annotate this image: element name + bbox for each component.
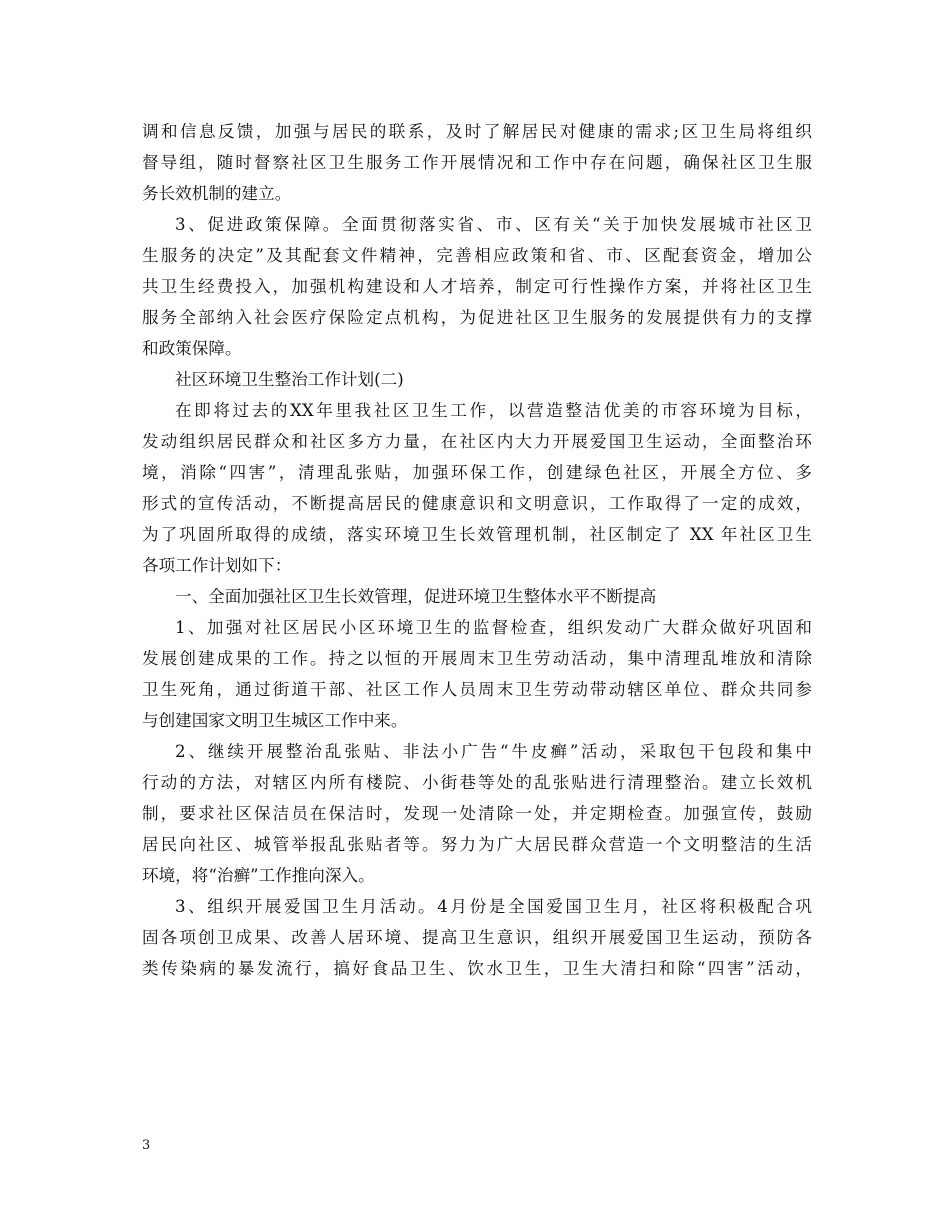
- text-line: 制，要求社区保洁员在保洁时，发现一处清除一处，并定期检查。加强宣传，鼓励: [142, 804, 812, 823]
- text-line: 调和信息反馈，加强与居民的联系，及时了解居民对健康的需求;区卫生局将组织: [142, 122, 812, 141]
- text-line: 3、促进政策保障。全面贯彻落实省、市、区有关“关于加快发展城市社区卫: [175, 215, 812, 234]
- text-line: 务长效机制的建立。: [142, 184, 292, 203]
- text-line: 生服务的决定”及其配套文件精神，完善相应政策和省、市、区配套资金，增加公: [142, 246, 812, 265]
- text-line: 2、继续开展整治乱张贴、非法小广告“牛皮癣”活动，采取包干包段和集中: [175, 742, 812, 761]
- text-line: 形式的宣传活动，不断提高居民的健康意识和文明意识，工作取得了一定的成效，: [142, 494, 812, 513]
- text-line: 类传染病的暴发流行，搞好食品卫生、饮水卫生，卫生大清扫和除“四害”活动，: [142, 959, 812, 978]
- text-line: 共卫生经费投入，加强机构建设和人才培养，制定可行性操作方案，并将社区卫生: [142, 277, 812, 296]
- text-line: 行动的方法，对辖区内所有楼院、小街巷等处的乱张贴进行清理整治。建立长效机: [142, 773, 812, 792]
- text-line: 固各项创卫成果、改善人居环境、提高卫生意识，组织开展爱国卫生运动，预防各: [142, 928, 812, 947]
- document-body: [142, 116, 812, 984]
- text-line: 发展创建成果的工作。持之以恒的开展周末卫生劳动活动，集中清理乱堆放和清除: [142, 649, 812, 668]
- text-line: 督导组，随时督察社区卫生服务工作开展情况和工作中存在问题，确保社区卫生服: [142, 153, 812, 172]
- text-line: 一、全面加强社区卫生长效管理，促进环境卫生整体水平不断提高: [175, 587, 657, 606]
- page-number: 3: [142, 1138, 151, 1153]
- text-line: 在即将过去的XX年里我社区卫生工作，以营造整洁优美的市容环境为目标，: [175, 401, 812, 420]
- text-line: 3、组织开展爱国卫生月活动。4月份是全国爱国卫生月，社区将积极配合巩: [175, 897, 812, 916]
- text-line: 和政策保障。: [142, 339, 242, 358]
- text-line: 各项工作计划如下：: [142, 556, 292, 575]
- text-line: 为了巩固所取得的成绩，落实环境卫生长效管理机制，社区制定了 XX 年社区卫生: [142, 525, 812, 544]
- text-line: 卫生死角，通过街道干部、社区工作人员周末卫生劳动带动辖区单位、群众共同参: [142, 680, 812, 699]
- text-line: 社区环境卫生整治工作计划(二): [175, 370, 404, 389]
- text-line: 环境，将“治癣”工作推向深入。: [142, 866, 375, 885]
- text-line: 1、加强对社区居民小区环境卫生的监督检查，组织发动广大群众做好巩固和: [175, 618, 812, 637]
- text-line: 居民向社区、城管举报乱张贴者等。努力为广大居民群众营造一个文明整洁的生活: [142, 835, 812, 854]
- text-line: 与创建国家文明卫生城区工作中来。: [142, 711, 408, 730]
- text-line: 服务全部纳入社会医疗保险定点机构，为促进社区卫生服务的发展提供有力的支撑: [142, 308, 812, 327]
- text-line: 境，消除“四害”，清理乱张贴，加强环保工作，创建绿色社区，开展全方位、多: [142, 463, 812, 482]
- text-line: 发动组织居民群众和社区多方力量，在社区内大力开展爱国卫生运动，全面整治环: [142, 432, 812, 451]
